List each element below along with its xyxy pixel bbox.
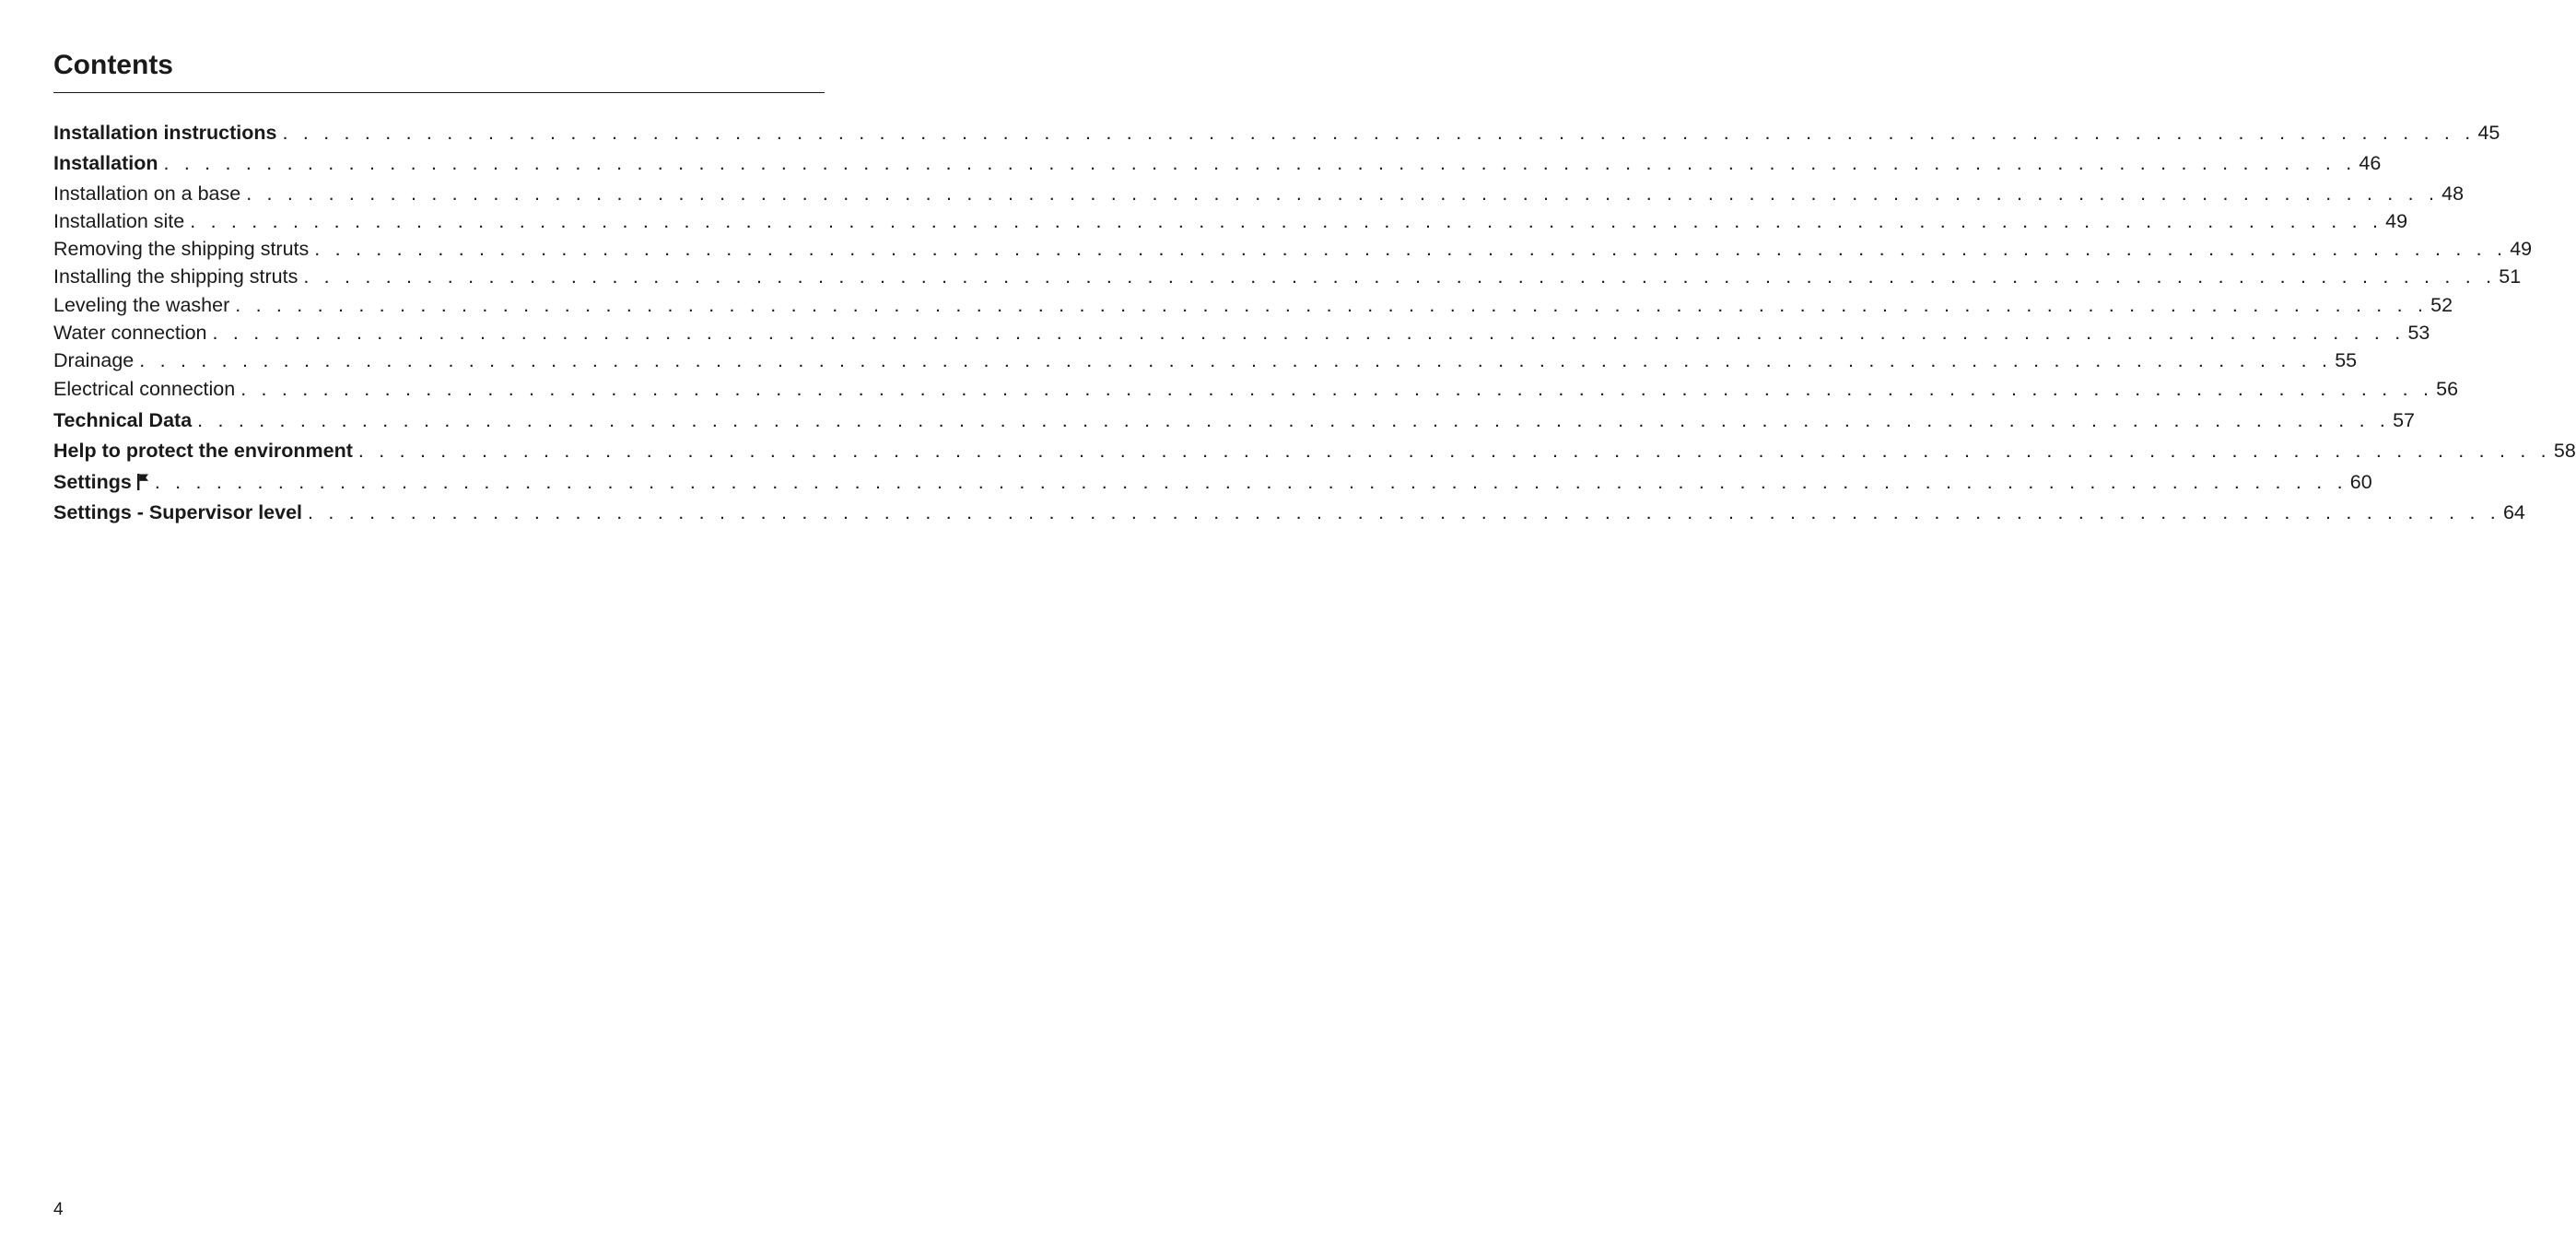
toc-entry-installation[interactable] bbox=[53, 148, 2382, 179]
toc-entry-settings-supervisor-level[interactable] bbox=[53, 498, 2525, 528]
toc-entry-page: 49 bbox=[2385, 209, 2408, 232]
toc-dot-leader: . . . . . . . . . . . . . . . . . . . . . . . . . . . . . . . . . . . . . . . . . . . . . . . . . . . . . . . . . . . . . . . . . . . . . . . . . . . . . . . . . . . . . . . . . . . . . . . . . . . . . . . . . . . bbox=[308, 500, 2500, 523]
toc-dot-leader: . . . . . . . . . . . . . . . . . . . . . . . . . . . . . . . . . . . . . . . . . . . . . . . . . . . . . . . . . . . . . . . . . . . . . . . . . . . . . . . . . . . . . . . . . . . . . . . . . . . . . . . . . . . bbox=[190, 209, 2383, 232]
toc-dot-leader: . . . . . . . . . . . . . . . . . . . . . . . . . . . . . . . . . . . . . . . . . . . . . . . . . . . . . . . . . . . . . . . . . . . . . . . . . . . . . . . . . . . . . . . . . . . . . . . . . . . . . . . . . . . bbox=[246, 182, 2440, 205]
toc-dot-leader: . . . . . . . . . . . . . . . . . . . . . . . . . . . . . . . . . . . . . . . . . . . . . . . . . . . . . . . . . . . . . . . . . . . . . . . . . . . . . . . . . . . . . . . . . . . . . . . . . . . . . . . . . . . bbox=[197, 408, 2391, 431]
toc-entry-page: 55 bbox=[2335, 349, 2358, 372]
toc-entry-leveling-the-washer[interactable] bbox=[53, 291, 2453, 319]
toc-dot-leader: . . . . . . . . . . . . . . . . . . . . . . . . . . . . . . . . . . . . . . . . . . . . . . . . . . . . . . . . . . . . . . . . . . . . . . . . . . . . . . . . . . . . . . . . . . . . . . . . . . . . . . . . . . . bbox=[240, 377, 2434, 400]
toc-entry-label: Installation instructions bbox=[53, 122, 277, 144]
toc-entry-page: 51 bbox=[2499, 265, 2522, 288]
toc-dot-leader: . . . . . . . . . . . . . . . . . . . . . . . . . . . . . . . . . . . . . . . . . . . . . . . . . . . . . . . . . . . . . . . . . . . . . . . . . . . . . . . . . . . . . . . . . . . . . . . . . . . . . . . . . . . bbox=[212, 322, 2406, 345]
toc-entry-label: Settings bbox=[53, 470, 132, 493]
flag-icon bbox=[136, 473, 149, 490]
title-divider bbox=[53, 92, 825, 93]
toc-entry-label: Installation site bbox=[53, 209, 185, 232]
toc-entry-page: 48 bbox=[2441, 182, 2465, 205]
toc-dot-leader: . . . . . . . . . . . . . . . . . . . . . . . . . . . . . . . . . . . . . . . . . . . . . . . . . . . . . . . . . . . . . . . . . . . . . . . . . . . . . . . . . . . . . . . . . . . . . . . . . . . . . . . . . . . bbox=[314, 238, 2508, 261]
toc-entry-installation-instructions[interactable] bbox=[53, 118, 2500, 148]
toc-entry-label: Installation bbox=[53, 152, 158, 175]
toc-entry-installation-site[interactable] bbox=[53, 207, 2408, 235]
toc-entry-settings[interactable] bbox=[53, 467, 2372, 498]
toc-entry-label: Removing the shipping struts bbox=[53, 238, 310, 261]
toc-dot-leader: . . . . . . . . . . . . . . . . . . . . . . . . . . . . . . . . . . . . . . . . . . . . . . . . . . . . . . . . . . . . . . . . . . . . . . . . . . . . . . . . . . . . . . . . . . . . . . . . . . . . . . . . . . . bbox=[303, 265, 2497, 288]
toc-entry-label: Settings - Supervisor level bbox=[53, 500, 303, 523]
page-title: Contents bbox=[53, 50, 173, 80]
toc-entry-removing-shipping-struts[interactable] bbox=[53, 235, 2533, 263]
toc-entry-label: Electrical connection bbox=[53, 377, 236, 400]
toc-entry-page: 53 bbox=[2407, 322, 2430, 345]
toc-entry-page: 46 bbox=[2359, 152, 2382, 175]
toc-entry-page: 56 bbox=[2436, 377, 2459, 400]
toc-entry-page: 45 bbox=[2477, 122, 2500, 144]
toc-entry-label: Help to protect the environment bbox=[53, 440, 353, 463]
toc-entry-water-connection[interactable] bbox=[53, 319, 2430, 347]
toc-entry-page: 64 bbox=[2502, 500, 2525, 523]
toc-entry-label: Drainage bbox=[53, 349, 135, 372]
toc-dot-leader: . . . . . . . . . . . . . . . . . . . . . . . . . . . . . . . . . . . . . . . . . . . . . . . . . . . . . . . . . . . . . . . . . . . . . . . . . . . . . . . . . . . . . . . . . . . . . . . . . . . . . . . . . . . bbox=[357, 440, 2551, 463]
toc-entry-drainage[interactable] bbox=[53, 347, 2358, 374]
toc-entry-page: 57 bbox=[2393, 408, 2416, 431]
toc-dot-leader: . . . . . . . . . . . . . . . . . . . . . . . . . . . . . . . . . . . . . . . . . . . . . . . . . . . . . . . . . . . . . . . . . . . . . . . . . . . . . . . . . . . . . . . . . . . . . . . . . . . . . . . . . . . bbox=[235, 293, 2429, 316]
page-number: 4 bbox=[53, 1200, 64, 1219]
toc-entry-installation-on-a-base[interactable] bbox=[53, 180, 2465, 207]
toc-entry-page: 49 bbox=[2510, 238, 2533, 261]
toc-entry-page: 58 bbox=[2553, 440, 2576, 463]
toc-dot-leader: . . . . . . . . . . . . . . . . . . . . . . . . . . . . . . . . . . . . . . . . . . . . . . . . . . . . . . . . . . . . . . . . . . . . . . . . . . . . . . . . . . . . . . . . . . . . . . . . . . . . . . . . . . . bbox=[163, 152, 2357, 175]
toc-entry-electrical-connection[interactable] bbox=[53, 375, 2459, 403]
toc-dot-leader: . . . . . . . . . . . . . . . . . . . . . . . . . . . . . . . . . . . . . . . . . . . . . . . . . . . . . . . . . . . . . . . . . . . . . . . . . . . . . . . . . . . . . . . . . . . . . . . . . . . . . . . . . . . bbox=[139, 349, 2333, 372]
toc-dot-leader: . . . . . . . . . . . . . . . . . . . . . . . . . . . . . . . . . . . . . . . . . . . . . . . . . . . . . . . . . . . . . . . . . . . . . . . . . . . . . . . . . . . . . . . . . . . . . . . . . . . . . . . . . . . bbox=[154, 470, 2348, 493]
toc-entry-label: Technical Data bbox=[53, 408, 193, 431]
toc-entry-label: Leveling the washer bbox=[53, 293, 230, 316]
toc-entry-installing-shipping-struts[interactable] bbox=[53, 263, 2522, 290]
toc-entry-page: 60 bbox=[2349, 470, 2372, 493]
toc-entry-label-group bbox=[53, 467, 149, 498]
toc-entry-label: Installing the shipping struts bbox=[53, 265, 299, 288]
toc-entry-label: Installation on a base bbox=[53, 182, 241, 205]
toc-entry-page: 52 bbox=[2430, 293, 2453, 316]
table-of-contents bbox=[53, 118, 2576, 528]
toc-entry-technical-data[interactable] bbox=[53, 406, 2416, 436]
toc-entry-label: Water connection bbox=[53, 322, 207, 345]
toc-dot-leader: . . . . . . . . . . . . . . . . . . . . . . . . . . . . . . . . . . . . . . . . . . . . . . . . . . . . . . . . . . . . . . . . . . . . . . . . . . . . . . . . . . . . . . . . . . . . . . . . . . . . . . . . . . . bbox=[282, 122, 2476, 144]
toc-entry-help-protect-environment[interactable] bbox=[53, 436, 2576, 466]
